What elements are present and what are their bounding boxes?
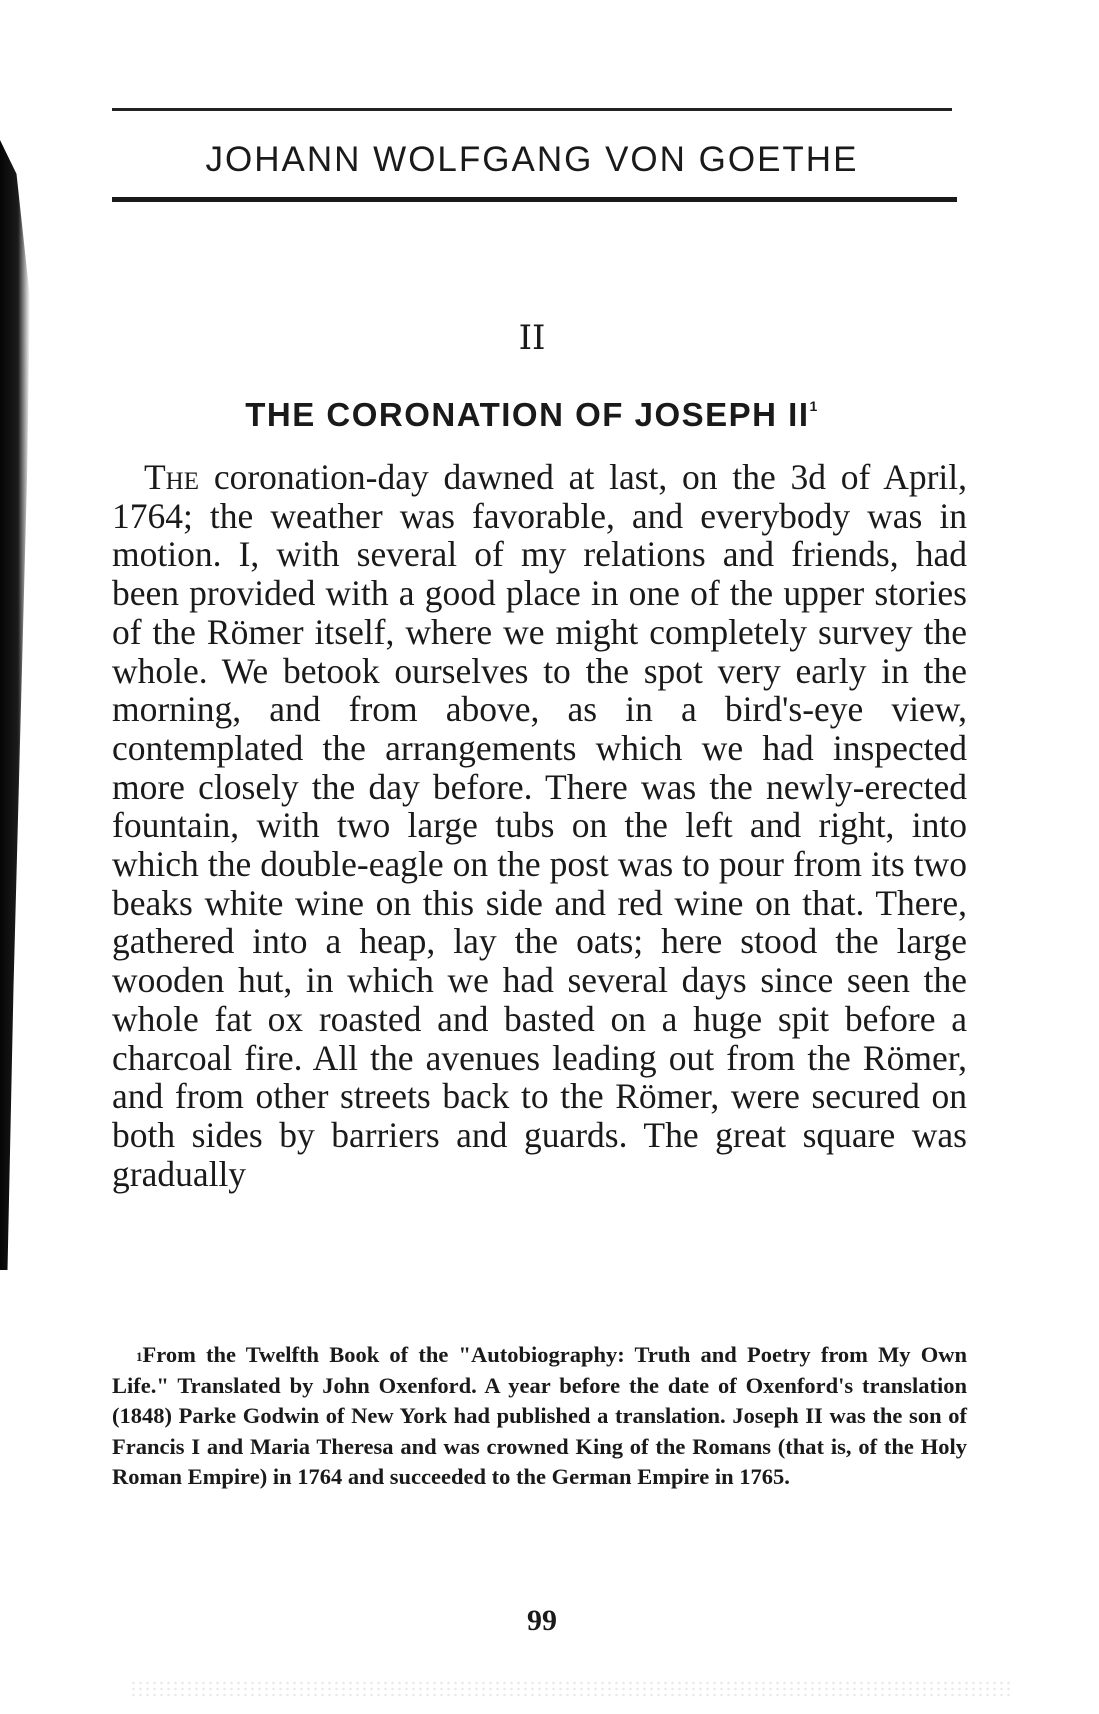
body-lead-word: The — [144, 457, 200, 497]
chapter-title-block — [112, 396, 952, 434]
footnote-text: From the Twelfth Book of the "Autobiography: Truth and Poetry from My Own Life." Translated by John Oxenford. A year before the date of Oxenford's translation (1848) Parke Godwin of New York had published a translation. Joseph II was the son of Francis I and Maria Theresa and was crowned King of the Romans (that is, of the Holy Roman Empire) in 1764 and succeeded to the German Empire in 1765. — [112, 1342, 967, 1490]
footnote — [112, 1340, 967, 1493]
chapter-footnote-marker: 1 — [809, 398, 819, 414]
scan-speckle — [130, 1680, 1010, 1696]
binding-shadow — [0, 140, 30, 1270]
header-rule-top — [112, 108, 952, 111]
chapter-number: II — [518, 318, 546, 358]
chapter-title: THE CORONATION OF JOSEPH II — [245, 396, 810, 433]
page-number: 99 — [527, 1604, 557, 1637]
running-head: JOHANN WOLFGANG VON GOETHE — [205, 140, 859, 179]
header-rule-bottom — [112, 197, 957, 202]
footnote-marker: 1 — [136, 1349, 143, 1364]
body-text: coronation-day dawned at last, on the 3d of April, 1764; the weather was favorable, and everybody was in motion. I, with several of my relations and friends, had been provided with a good place in one of the upper stories of the Römer itself, where we might completely survey the whole. We betook ourselves to the spot very early in the morning, and from above, as in a bird's-eye view, contemplated the arrangements which we had inspected more closely the day before. There was the newly-erected fountain, with two large tubs on the left and right, into which the double-eagle on the post was to pour from its two beaks white wine on this side and red wine on that. There, gathered into a heap, lay the oats; here stood the large wooden hut, in which we had several days since seen the whole fat ox roasted and basted on a huge spit before a charcoal fire. All the avenues leading out from the Römer, and from other streets back to the Römer, were secured on both sides by barriers and guards. The great square was gradually — [112, 457, 968, 1194]
body-paragraph — [112, 458, 967, 1193]
